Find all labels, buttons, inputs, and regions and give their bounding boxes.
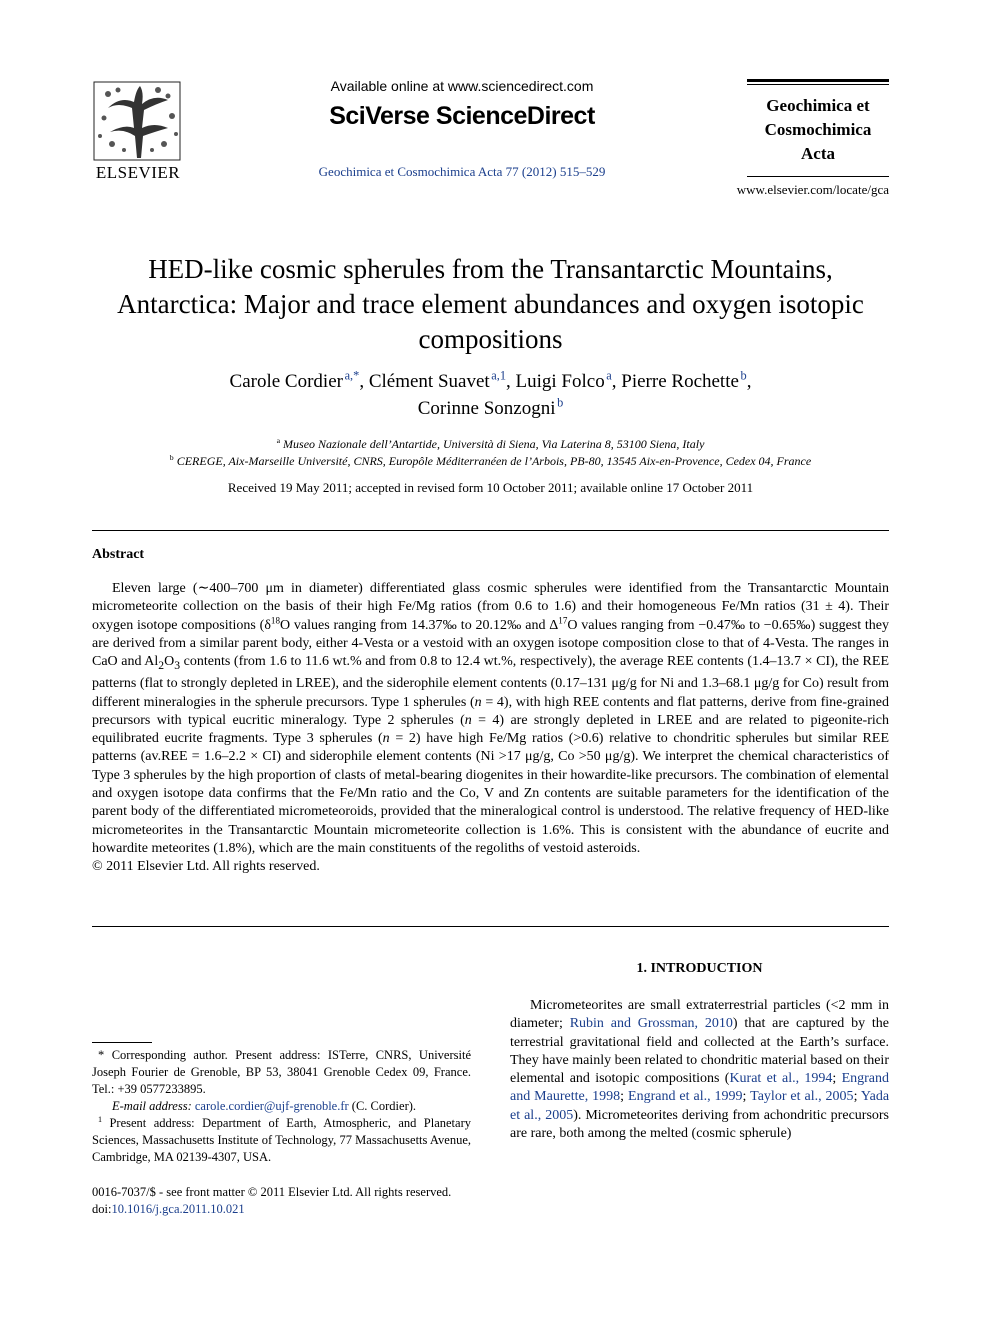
abstract-rule-bottom: [92, 926, 889, 927]
author-name: Pierre Rochette: [621, 371, 739, 392]
citation-link[interactable]: Engrand et al., 1999: [628, 1089, 743, 1105]
front-matter-line: 0016-7037/$ - see front matter © 2011 Elsevier Ltd. All rights reserved.: [92, 1185, 452, 1199]
doi-line: doi:10.1016/j.gca.2011.10.021: [92, 1202, 245, 1216]
article-dates: Received 19 May 2011; accepted in revised form 10 October 2011; available online 17 October 2011: [227, 480, 754, 495]
citation-link[interactable]: Taylor et al., 2005: [750, 1089, 854, 1105]
abstract-copyright: © 2011 Elsevier Ltd. All rights reserved.: [92, 859, 320, 875]
citation-link[interactable]: Rubin and Grossman, 2010: [569, 1016, 733, 1032]
author-name: Corinne Sonzogni: [417, 398, 556, 419]
sciencedirect-brand: SciVerse ScienceDirect: [329, 102, 595, 130]
section-heading-introduction: 1. INTRODUCTION: [636, 961, 763, 976]
front-matter: [92, 1184, 512, 1218]
footnote-corresponding: * Corresponding author. Present address: ISTerre, CNRS, Université Joseph Fourier de Grenoble, BP 53, 38041 Grenoble Cedex 09, France. Tel.: +39 0577233895.: [92, 1048, 471, 1096]
author-affil-mark[interactable]: a,1: [491, 368, 506, 383]
footnote-present-address: $^1$ Present address: Department of Earth, Atmospheric, and Planetary Sciences, Massachusetts Institute of Technology, 77 Massachusetts Avenue, Cambridge, MA 02139-4307, USA.: [92, 1114, 471, 1164]
introduction-paragraph: Micrometeorites are small extraterrestrial particles (<2 mm in diameter; Rubin and Grossman, 2010) that are captured by the terrestrial gravitational field and collected at the Earth’s surface. They have mainly been related to chondritic material based on their elemental and isotopic compositions (Kurat et al., 1994; Engrand and Maurette, 1998; Engrand et al., 1999; Taylor et al., 2005; Yada et al., 2005). Micrometeorites deriving from achondritic precursors are rare, both among the melted (cosmic spherule): [510, 998, 890, 1142]
journal-citation[interactable]: Geochimica et Cosmochimica Acta 77 (2012) 515–529: [318, 164, 606, 179]
citation-link[interactable]: Kurat et al., 1994: [729, 1071, 833, 1087]
journal-url[interactable]: www.elsevier.com/locate/gca: [736, 182, 889, 197]
elsevier-logo: [88, 78, 188, 186]
abstract-heading: Abstract: [92, 547, 145, 562]
email-link[interactable]: carole.cordier@ujf-grenoble.fr: [194, 1099, 349, 1113]
article-title: HED-like cosmic spherules from the Transantarctic Mountains, Antarctica: Major and trace element abundances and oxygen isotopic compositions: [117, 254, 864, 354]
author-affil-mark[interactable]: b: [740, 368, 747, 383]
available-online: Available online at www.sciencedirect.com: [330, 78, 594, 94]
author-affil-mark[interactable]: a,*: [344, 368, 360, 383]
elsevier-wordmark: ELSEVIER: [95, 163, 181, 182]
journal-rule-top-thin: [747, 84, 889, 85]
affiliation-a: $^a$ Museo Nazionale dell’Antartide, Università di Siena, Via Laterina 8, 53100 Siena, Italy: [276, 436, 705, 451]
citation-link[interactable]: Yada et al., 2005: [510, 1089, 890, 1123]
journal-title: [747, 94, 889, 166]
journal-rule-top: [747, 79, 889, 82]
footnote-rule: [92, 1042, 152, 1043]
journal-title-line: Cosmochimica: [764, 120, 872, 139]
abstract-rule-top: [92, 530, 889, 531]
affiliations: [92, 436, 889, 470]
citation-link[interactable]: Engrand and Maurette, 1998: [510, 1071, 890, 1105]
doi-link[interactable]: 10.1016/j.gca.2011.10.021: [111, 1202, 245, 1216]
journal-title-line: Geochimica et: [766, 96, 870, 115]
journal-rule-bottom: [747, 176, 889, 177]
footnotes: [92, 1047, 471, 1166]
journal-title-line: Acta: [801, 144, 835, 163]
author-affil-mark[interactable]: b: [557, 395, 564, 410]
author-name: Luigi Folco: [515, 371, 605, 392]
author-name: Carole Cordier: [229, 371, 343, 392]
affiliation-b: $^b$ CEREGE, Aix-Marseille Université, CNRS, Europôle Méditerranéen de l’Arbois, PB-80, 13545 Aix-en-Provence, Cedex 04, France: [169, 453, 812, 468]
author-affil-mark[interactable]: a: [606, 368, 612, 383]
abstract-paragraph: Eleven large (∼400–700 μm in diameter) differentiated glass cosmic spherules were identified from the Transantarctic Mountain micrometeorite collection on the basis of their high Fe/Mg ratios (from 0.6 to 1.6) and their homogeneous Fe/Mn ratios (31 ± 4). Their oxygen isotope compositions ($\delta^{18}O$ values ranging from 14.37‰ to 20.12‰ and $\Delta^{17}O$ values ranging from −0.47‰ to −0.65‰) suggest they are derived from a similar parent body, either 4-Vesta or a vestoid with an oxygen isotope composition close to that of 4-Vesta. The ranges in CaO and $Al_2O_3$ contents (from 1.6 to 11.6 wt.% and from 0.8 to 12.4 wt.%, respectively), the average REE contents (1.4–13.7 × CI), the REE patterns (flat to strongly depleted in LREE), and the siderophile element contents (0.17–131 μg/g for Ni and 1.3–68.1 μg/g for Co) result from different mineralogies in the spherule precursors. Type 1 spherules (n = 4), with high REE contents and flat patterns, derive from fine-grained precursors with typical eucritic mineralogy. Type 2 spherules (n = 4) are strongly depleted in LREE and are related to pigeonite-rich equilibrated eucrite fragments. Type 3 spherules (n = 2) have high Fe/Mg ratios (>0.6) relative to chondritic spherules but similar REE patterns (av.REE = 1.6–2.2 × CI) and siderophile element contents (Ni >17 μg/g, Co >50 μg/g). We interpret the chemical characteristics of Type 3 spherules by the high proportion of clasts of metal-bearing diogenites in their howardite-like precursors. The combination of elemental and oxygen isotope data confirms that the Fe/Mn ratio and the Co, V and Zn contents are suitable parameters for the identification of the parent body of the differentiated micrometeoroids, provided that the mineralogical control is understood. The relative frequency of HED-like micrometeorites in the Transantarctic Mountain micrometeorite collection is 1.6%. This is consistent with the abundance of eucrite and howardite meteorites (1.8%), which are the main constituents of the regoliths of vestoid asteroids.: [92, 581, 889, 856]
elsevier-tree-icon: [88, 78, 188, 186]
abstract-body: [92, 580, 889, 877]
footnote-email: E-mail address: carole.cordier@ujf-grenoble.fr (C. Cordier).: [112, 1099, 417, 1113]
author-name: Clément Suavet: [368, 371, 490, 392]
author-list: Carole Cordier $^{a,*}$, Clément Suavet $^{a,1}$, Luigi Folco $^a$, Pierre Rochette $^b$, Corinne Sonzogni $^b$: [229, 368, 752, 419]
